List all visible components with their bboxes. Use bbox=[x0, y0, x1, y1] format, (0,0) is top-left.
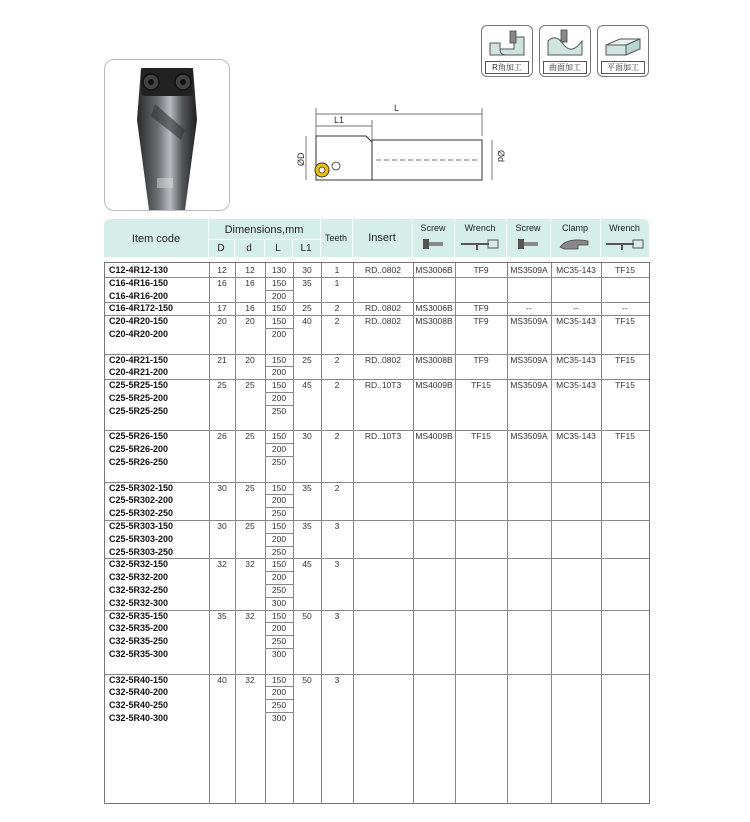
cell-L: 200 bbox=[271, 533, 287, 544]
cell-D: 32 bbox=[217, 559, 227, 570]
table-body bbox=[104, 262, 650, 804]
header-screw-2: Screw bbox=[515, 223, 541, 233]
flat-surface-machining-icon bbox=[597, 25, 649, 77]
cell-d: 25 bbox=[245, 380, 255, 391]
cell-L: 150 bbox=[271, 380, 287, 391]
cell-wrench2: TF15 bbox=[615, 354, 635, 365]
cell-D: 20 bbox=[217, 316, 227, 327]
item-code: C25-5R26-150 bbox=[109, 431, 169, 442]
cell-d: 32 bbox=[245, 674, 255, 685]
cell-D: 26 bbox=[217, 431, 227, 442]
cell-teeth: 2 bbox=[334, 316, 340, 327]
cell-clamp: MC35-143 bbox=[556, 354, 596, 365]
cell-wrench2: -- bbox=[622, 303, 628, 314]
cell-screw1: MS4009B bbox=[415, 380, 453, 391]
item-code: C32-5R35-300 bbox=[109, 649, 169, 659]
cell-d: 20 bbox=[245, 354, 255, 365]
cell-screw2: MS3509A bbox=[510, 380, 548, 391]
specification-table bbox=[104, 219, 649, 803]
cell-screw2: MS3509A bbox=[510, 265, 548, 275]
item-code: C32-5R32-300 bbox=[109, 597, 169, 608]
cell-wrench1: TF15 bbox=[471, 380, 491, 391]
cell-L: 150 bbox=[271, 610, 287, 621]
cell-teeth: 3 bbox=[334, 521, 340, 531]
drawing-L-label: L bbox=[394, 103, 400, 113]
cell-insert: RD..0802 bbox=[365, 265, 401, 275]
clamp-icon bbox=[558, 237, 592, 251]
cell-L: 130 bbox=[271, 265, 287, 275]
cell-clamp: MC35-143 bbox=[556, 431, 596, 442]
cell-L: 250 bbox=[271, 508, 287, 519]
cell-D: 30 bbox=[217, 521, 227, 531]
screw-icon bbox=[422, 237, 444, 251]
item-code: C32-5R35-200 bbox=[109, 623, 169, 634]
curved-surface-label: 曲面加工 bbox=[543, 61, 587, 74]
table-header bbox=[104, 219, 649, 257]
dimension-drawing bbox=[296, 100, 506, 190]
cell-wrench2: TF15 bbox=[615, 380, 635, 391]
item-code: C25-5R302-150 bbox=[109, 482, 174, 493]
cell-d: 25 bbox=[245, 521, 255, 531]
cell-clamp: MC35-143 bbox=[556, 265, 596, 275]
cell-insert: RD..0802 bbox=[365, 316, 401, 327]
cell-wrench2: TF15 bbox=[615, 316, 635, 327]
cell-teeth: 1 bbox=[334, 277, 340, 288]
cell-L: 200 bbox=[271, 623, 287, 634]
item-code: C25-5R25-200 bbox=[109, 393, 169, 403]
cell-L: 200 bbox=[271, 290, 287, 301]
item-code: C25-5R303-150 bbox=[109, 521, 174, 531]
cell-teeth: 2 bbox=[334, 431, 340, 442]
cell-screw1: MS3008B bbox=[415, 316, 453, 327]
header-dimensions: Dimensions,mm bbox=[224, 224, 304, 236]
item-code: C32-5R40-150 bbox=[109, 674, 169, 685]
cell-wrench1: TF9 bbox=[473, 354, 489, 365]
cell-wrench2: TF15 bbox=[615, 265, 635, 275]
item-code: C20-4R21-200 bbox=[109, 367, 169, 378]
cell-teeth: 2 bbox=[334, 303, 340, 314]
cell-L: 150 bbox=[271, 482, 287, 493]
cell-wrench1: TF15 bbox=[471, 431, 491, 442]
cell-screw1: MS3006B bbox=[415, 265, 453, 275]
cell-screw2: MS3509A bbox=[510, 431, 548, 442]
cell-L: 250 bbox=[271, 457, 287, 467]
cell-L: 250 bbox=[271, 700, 287, 711]
cell-wrench1: TF9 bbox=[473, 265, 489, 275]
cell-teeth: 3 bbox=[334, 674, 340, 685]
product-photo bbox=[104, 59, 230, 211]
cell-D: 25 bbox=[217, 380, 227, 391]
cell-L: 250 bbox=[271, 585, 287, 595]
cell-screw1: MS3006B bbox=[415, 303, 453, 314]
item-code: C32-5R35-250 bbox=[109, 636, 169, 647]
cell-D: 17 bbox=[217, 303, 227, 314]
cell-L1: 50 bbox=[302, 610, 312, 621]
cell-d: 20 bbox=[245, 316, 255, 327]
cell-wrench2: TF15 bbox=[615, 431, 635, 442]
cell-L: 250 bbox=[271, 405, 287, 416]
cell-L: 150 bbox=[271, 521, 287, 531]
cell-L: 200 bbox=[271, 495, 287, 506]
header-insert: Insert bbox=[368, 232, 396, 244]
item-code: C12-4R12-130 bbox=[109, 265, 169, 275]
cell-L: 300 bbox=[271, 713, 287, 723]
cell-D: 12 bbox=[217, 265, 227, 275]
cell-L1: 30 bbox=[302, 431, 312, 442]
screw-icon bbox=[517, 237, 539, 251]
r-corner-label: R角加工 bbox=[485, 61, 529, 74]
drawing-L1-label: L1 bbox=[334, 115, 345, 125]
cell-L1: 50 bbox=[302, 674, 312, 685]
cell-L: 200 bbox=[271, 687, 287, 698]
cell-screw2: -- bbox=[526, 303, 532, 314]
item-code: C32-5R40-300 bbox=[109, 713, 169, 723]
cell-teeth: 1 bbox=[334, 265, 340, 275]
cell-L1: 35 bbox=[302, 482, 312, 493]
item-code: C25-5R26-250 bbox=[109, 457, 169, 467]
item-code: C20-4R21-150 bbox=[109, 354, 169, 365]
item-code: C32-5R32-250 bbox=[109, 585, 169, 595]
cell-D: 40 bbox=[217, 674, 227, 685]
cell-L: 150 bbox=[271, 354, 287, 365]
cell-clamp: MC35-143 bbox=[556, 316, 596, 327]
header-d: d bbox=[246, 243, 252, 254]
cell-L: 150 bbox=[271, 559, 287, 570]
cell-L: 250 bbox=[271, 546, 287, 557]
item-code: C25-5R303-200 bbox=[109, 533, 174, 544]
cell-teeth: 2 bbox=[334, 380, 340, 391]
item-code: C32-5R40-200 bbox=[109, 687, 169, 698]
cell-d: 12 bbox=[245, 265, 255, 275]
header-D: D bbox=[217, 243, 225, 254]
cell-d: 32 bbox=[245, 559, 255, 570]
cell-L: 150 bbox=[271, 674, 287, 685]
cell-L: 300 bbox=[271, 597, 287, 608]
cell-d: 16 bbox=[245, 303, 255, 314]
header-L: L bbox=[275, 243, 281, 254]
cell-screw1: MS4009B bbox=[415, 431, 453, 442]
cell-clamp: MC35-143 bbox=[556, 380, 596, 391]
cell-screw1: MS3008B bbox=[415, 354, 453, 365]
cell-D: 21 bbox=[217, 354, 227, 365]
header-wrench-2: Wrench bbox=[609, 223, 640, 233]
drawing-d-label: Ød bbox=[496, 150, 506, 163]
item-code: C16-4R172-150 bbox=[109, 303, 174, 314]
item-code: C16-4R16-150 bbox=[109, 277, 169, 288]
cell-L: 200 bbox=[271, 444, 287, 455]
header-L1: L1 bbox=[300, 243, 312, 254]
cell-L: 300 bbox=[271, 649, 287, 659]
item-code: C25-5R302-200 bbox=[109, 495, 174, 506]
cell-L1: 35 bbox=[302, 521, 312, 531]
cell-L: 150 bbox=[271, 303, 287, 314]
cell-D: 16 bbox=[217, 277, 227, 288]
cell-L1: 30 bbox=[302, 265, 312, 275]
cell-L: 150 bbox=[271, 316, 287, 327]
cell-L1: 45 bbox=[302, 380, 312, 391]
header-clamp: Clamp bbox=[561, 223, 588, 233]
item-code: C25-5R303-250 bbox=[109, 546, 174, 557]
item-code: C32-5R32-200 bbox=[109, 572, 169, 583]
item-code: C32-5R32-150 bbox=[109, 559, 169, 570]
item-code: C20-4R20-150 bbox=[109, 316, 169, 327]
item-code: C25-5R26-200 bbox=[109, 444, 169, 455]
cell-wrench1: TF9 bbox=[473, 316, 489, 327]
cell-insert: RD..10T3 bbox=[364, 431, 402, 442]
cell-screw2: MS3509A bbox=[510, 354, 548, 365]
cell-clamp: -- bbox=[573, 303, 579, 314]
item-code: C25-5R302-250 bbox=[109, 508, 174, 519]
cell-L: 200 bbox=[271, 393, 287, 403]
flat-surface-label: 平面加工 bbox=[601, 61, 645, 74]
cell-L1: 45 bbox=[302, 559, 312, 570]
cell-L: 200 bbox=[271, 572, 287, 583]
item-code: C20-4R20-200 bbox=[109, 329, 169, 339]
header-screw-1: Screw bbox=[420, 223, 446, 233]
cell-L: 200 bbox=[271, 329, 287, 339]
header-wrench-1: Wrench bbox=[464, 223, 496, 233]
header-item-code: Item code bbox=[131, 233, 181, 245]
item-code: C32-5R40-250 bbox=[109, 700, 169, 711]
cell-L1: 25 bbox=[302, 303, 312, 314]
wrench-icon bbox=[460, 237, 500, 251]
cell-screw2: MS3509A bbox=[510, 316, 548, 327]
cell-D: 30 bbox=[217, 482, 227, 493]
cell-teeth: 2 bbox=[334, 482, 340, 493]
cell-d: 32 bbox=[245, 610, 255, 621]
cell-insert: RD..10T3 bbox=[364, 380, 402, 391]
cell-L: 150 bbox=[271, 277, 287, 288]
cell-insert: RD..0802 bbox=[365, 354, 401, 365]
cell-L1: 25 bbox=[302, 354, 312, 365]
item-code: C32-5R35-150 bbox=[109, 610, 169, 621]
cell-L1: 40 bbox=[302, 316, 312, 327]
machining-type-icons bbox=[481, 25, 649, 77]
wrench-icon bbox=[605, 237, 645, 251]
cell-teeth: 2 bbox=[334, 354, 340, 365]
curved-surface-machining-icon bbox=[539, 25, 591, 77]
cell-teeth: 3 bbox=[334, 559, 340, 570]
item-code: C16-4R16-200 bbox=[109, 290, 169, 301]
drawing-D-label: ØD bbox=[296, 152, 306, 166]
cell-d: 25 bbox=[245, 482, 255, 493]
cell-D: 35 bbox=[217, 610, 227, 621]
cell-teeth: 3 bbox=[334, 610, 340, 621]
cell-L: 150 bbox=[271, 431, 287, 442]
cell-d: 16 bbox=[245, 277, 255, 288]
cell-L: 250 bbox=[271, 636, 287, 647]
header-teeth: Teeth bbox=[324, 233, 348, 243]
item-code: C25-5R25-250 bbox=[109, 405, 169, 416]
cell-d: 25 bbox=[245, 431, 255, 442]
r-corner-machining-icon bbox=[481, 25, 533, 77]
item-code: C25-5R25-150 bbox=[109, 380, 169, 391]
cell-insert: RD..0802 bbox=[365, 303, 401, 314]
cell-L1: 35 bbox=[302, 277, 312, 288]
cell-L: 200 bbox=[271, 367, 287, 378]
cell-wrench1: TF9 bbox=[473, 303, 489, 314]
